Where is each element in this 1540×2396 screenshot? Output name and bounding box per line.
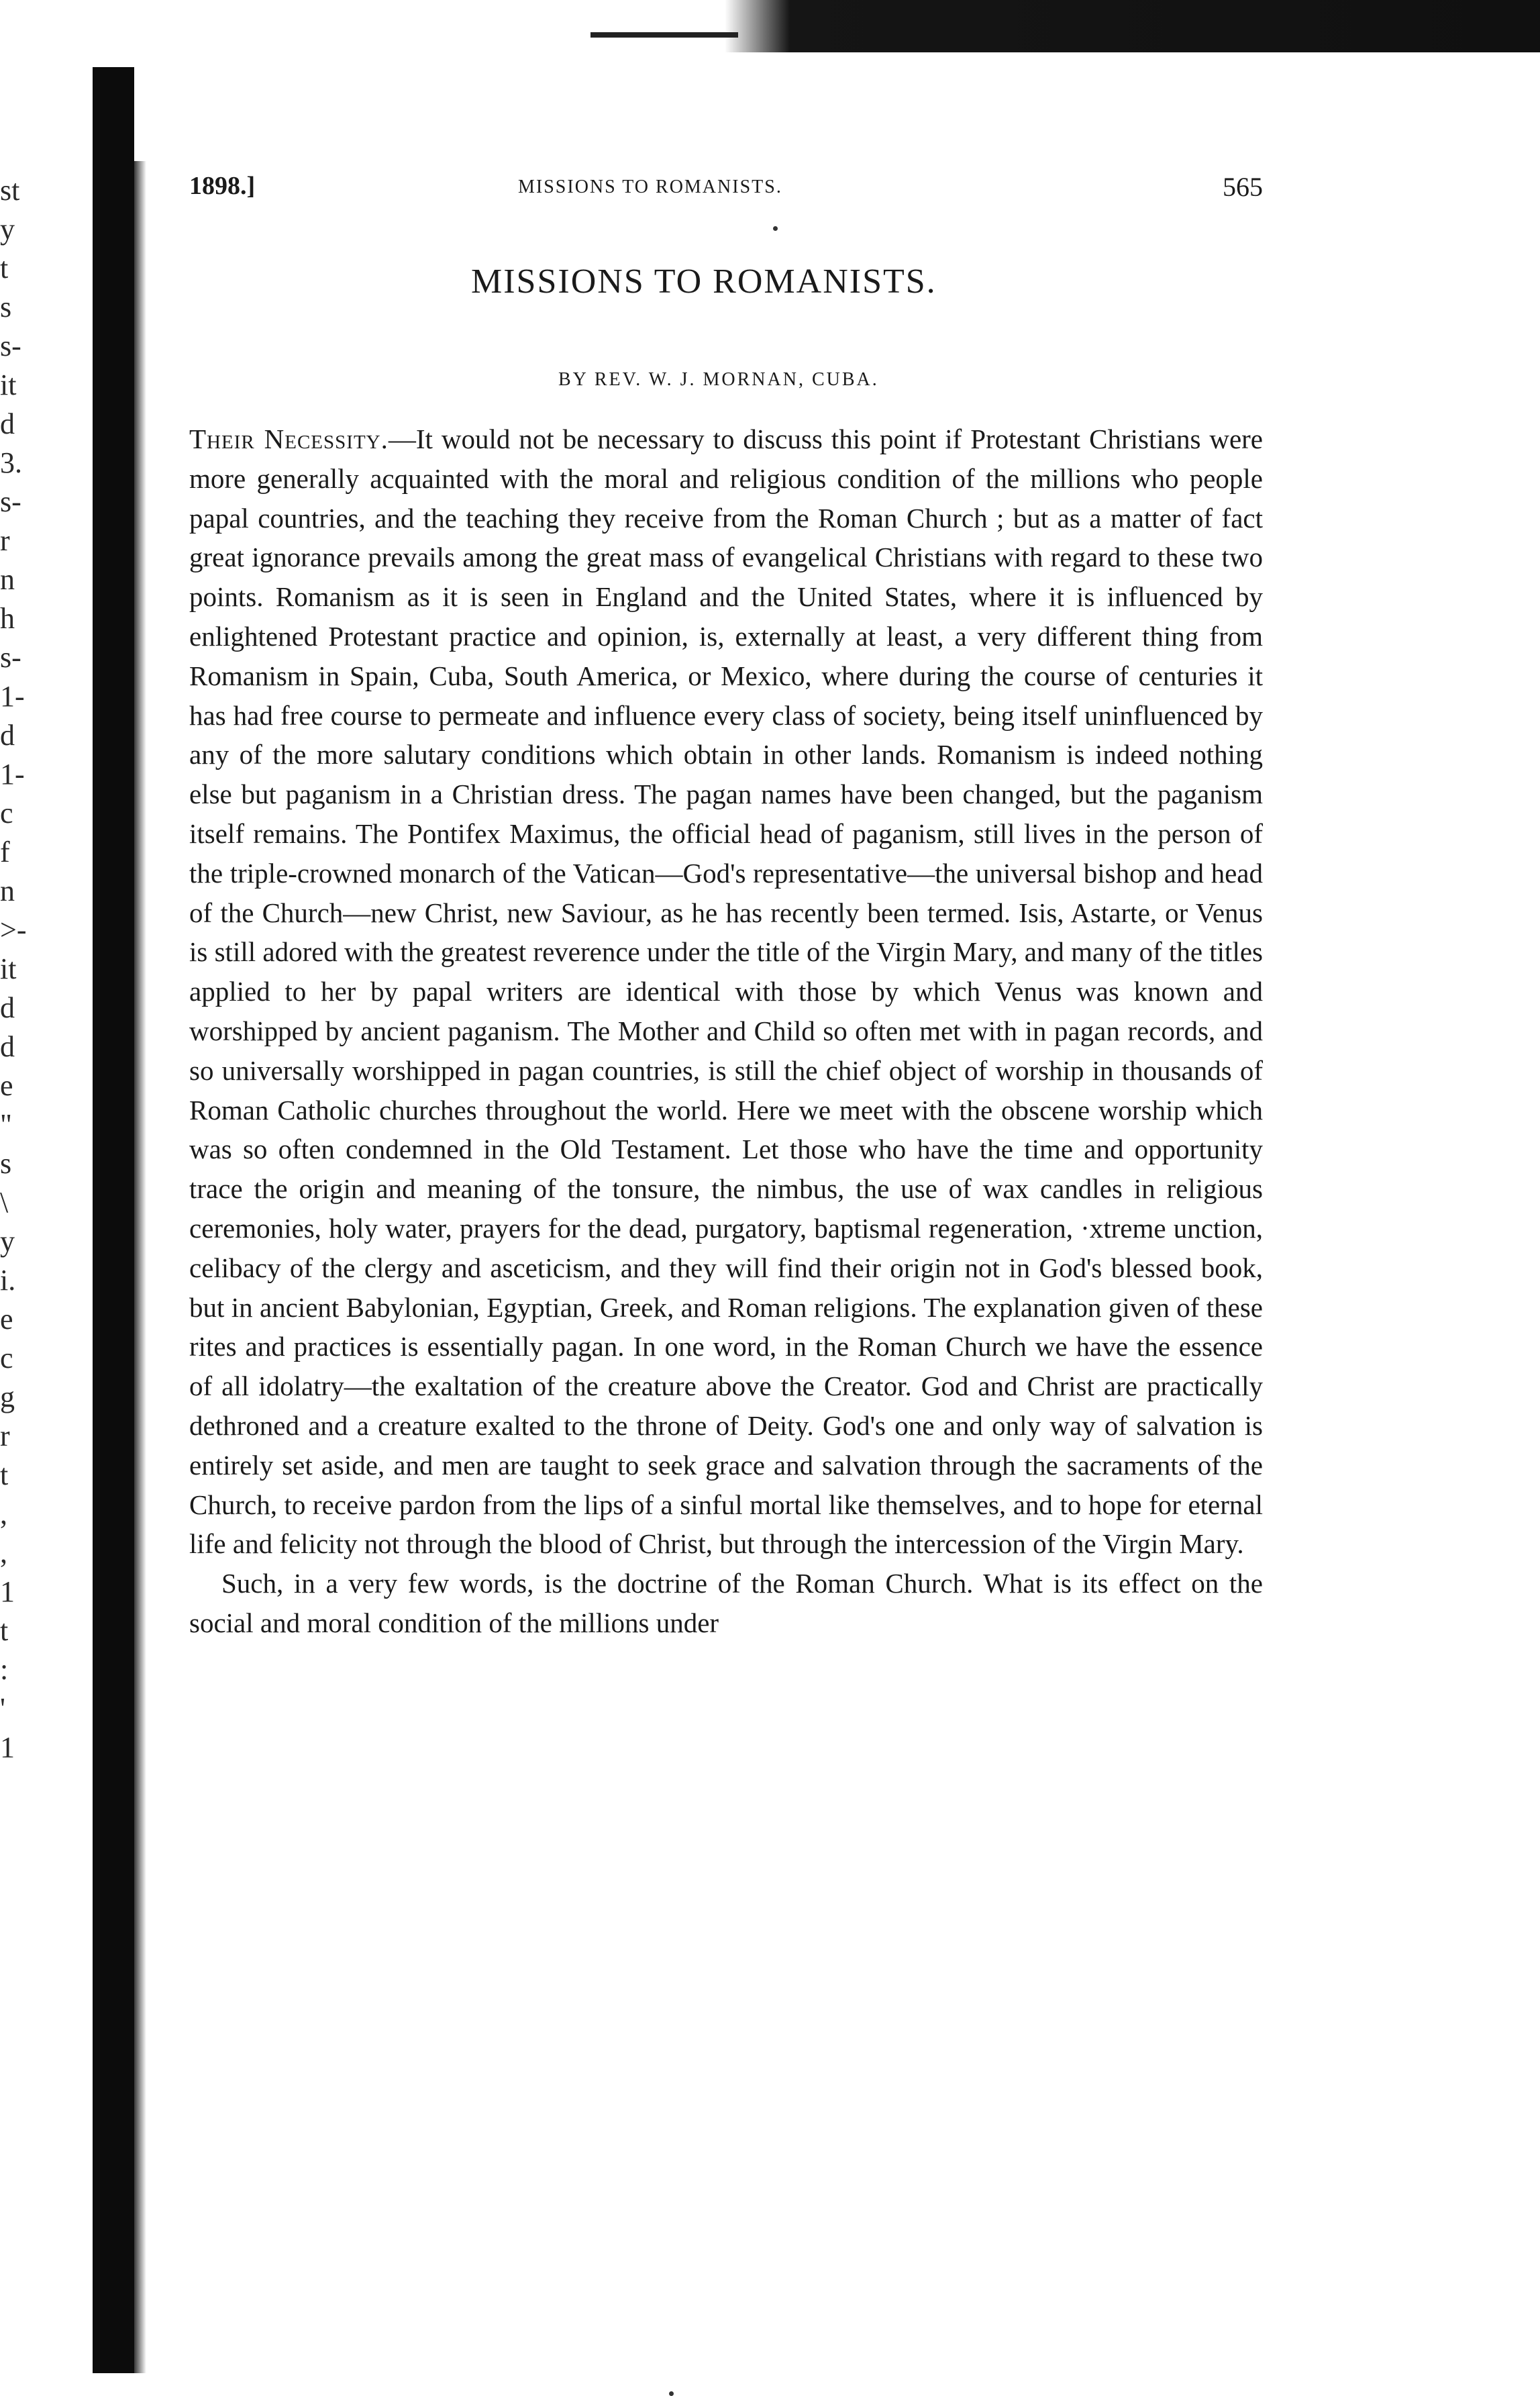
section-heading: Their Necessity. <box>189 423 389 454</box>
margin-fragment: s <box>0 291 12 323</box>
paragraph-1-text: —It would not be necessary to discuss this point if Protestant Christians were more generally acquainted with the moral and religious condition of the millions who people papal countries, and the teaching they receive from the Roman Church ; but as a matter of fact great ignorance prevails among the great mass of evangelical Christians with regard to these two points. Romanism as it is seen in England and the United States, where it is influenced by enlightened Protestant practice and opinion, is, externally at least, a very different thing from Romanism in Spain, Cuba, South America, or Mexico, where during the course of centuries it has had free course to permeate and influence every class of society, being itself uninfluenced by any of the more salutary conditions which obtain in other lands. Romanism is indeed nothing else but paganism in a Christian dress. The pagan names have been changed, but the paganism itself remains. The Pontifex Maximus, the official head of paganism, still lives in the person of the triple-crowned monarch of the Vatican—God's representative—the universal bishop and head of the Church—new Christ, new Saviour, as he has recently been termed. Isis, Astarte, or Venus is still adored with the greatest reverence under the title of the Virgin Mary, and many of the titles applied to her by papal writers are identical with those by which Venus was known and worshipped by ancient paganism. The Mother and Child so often met with in pagan records, and so universally worshipped in pagan countries, is still the chief object of worship in thousands of Roman Catholic churches throughout the world. Here we meet with the obscene worship which was so often condemned in the Old Testament. Let those who have the time and opportunity trace the origin and meaning of the tonsure, the nimbus, the use of wax candles in religious ceremonies, holy water, prayers for the dead, purgatory, baptismal regeneration, ·xtreme unction, celibacy of the clergy and asceticism, and they will find their origin not in God's blessed book, but in ancient Babylonian, Egyptian, Greek, and Roman religions. The explanation given of these rites and practices is essentially pagan. In one word, in the Roman Church we have the essence of all idolatry—the exaltation of the creature above the Creator. God and Christ are practically dethroned and a creature exalted to the throne of Deity. God's one and only way of salvation is entirely set aside, and men are taught to seek grace and salvation through the sacraments of the Church, to receive pardon from the lips of a sinful mortal like themselves, and to hope for eternal life and felicity not through the blood of Christ, but through the intercession of the Virgin Mary. <box>189 423 1264 1560</box>
margin-fragment: c <box>0 1342 13 1375</box>
margin-fragment: e <box>0 1069 13 1102</box>
margin-fragment: i. <box>0 1264 16 1297</box>
margin-fragment: st <box>0 174 20 207</box>
margin-fragment: ' <box>0 1692 5 1725</box>
scan-top-shadow <box>725 0 1540 52</box>
margin-fragment: \ <box>0 1186 9 1219</box>
margin-fragment: 1 <box>0 1575 15 1608</box>
margin-fragment: : <box>0 1653 9 1686</box>
margin-fragment: d <box>0 1030 15 1063</box>
margin-fragment: r <box>0 1419 10 1452</box>
article-title: MISSIONS TO ROMANISTS. <box>471 262 937 301</box>
margin-fragment: , <box>0 1536 7 1569</box>
margin-fragment: s- <box>0 641 21 674</box>
page-number: 565 <box>1223 172 1263 202</box>
margin-fragment: e <box>0 1303 13 1336</box>
article-body <box>189 419 1263 1643</box>
margin-fragment: r <box>0 524 10 557</box>
scan-binding-edge <box>132 161 146 2373</box>
running-head-title: MISSIONS TO ROMANISTS. <box>518 177 782 197</box>
margin-fragment: n <box>0 875 15 907</box>
margin-fragment: n <box>0 563 15 596</box>
margin-fragment: s- <box>0 330 21 362</box>
margin-fragment: t <box>0 252 9 285</box>
margin-fragment: 1- <box>0 680 25 713</box>
margin-fragment: s- <box>0 485 21 518</box>
margin-fragment: d <box>0 991 15 1024</box>
ink-dot <box>773 226 778 231</box>
book-page <box>189 171 1264 1638</box>
margin-fragment: 1 <box>0 1731 15 1764</box>
margin-fragment: 1- <box>0 758 25 791</box>
margin-fragment: g <box>0 1381 15 1413</box>
margin-fragment: it <box>0 368 17 401</box>
ink-dot-bottom <box>669 2391 674 2396</box>
margin-fragment: d <box>0 407 15 440</box>
paragraph-2: Such, in a very few words, is the doctrine of the Roman Church. What is its effect on the social and moral condition of the millions under <box>189 1568 1263 1638</box>
article-byline: BY REV. W. J. MORNAN, CUBA. <box>558 369 879 390</box>
running-head <box>189 171 1263 218</box>
margin-fragment: h <box>0 602 15 635</box>
margin-fragment: y <box>0 213 15 246</box>
margin-fragment: 3. <box>0 446 22 479</box>
margin-fragment: s <box>0 1147 12 1180</box>
paragraph-1 <box>189 419 1263 1564</box>
margin-fragment: d <box>0 719 15 752</box>
margin-fragment: t <box>0 1458 9 1491</box>
margin-fragment: t <box>0 1614 9 1647</box>
margin-fragment: " <box>0 1108 12 1141</box>
margin-fragment: f <box>0 836 10 868</box>
margin-fragment: it <box>0 952 17 985</box>
margin-fragment: >- <box>0 913 27 946</box>
margin-fragment: c <box>0 797 13 830</box>
margin-fragment: , <box>0 1497 7 1530</box>
facing-page-fragments <box>0 171 87 1767</box>
scan-top-line <box>591 32 738 38</box>
margin-fragment: y <box>0 1225 15 1258</box>
scan-binding-shadow <box>93 67 134 2373</box>
running-head-year: 1898.] <box>189 172 256 200</box>
